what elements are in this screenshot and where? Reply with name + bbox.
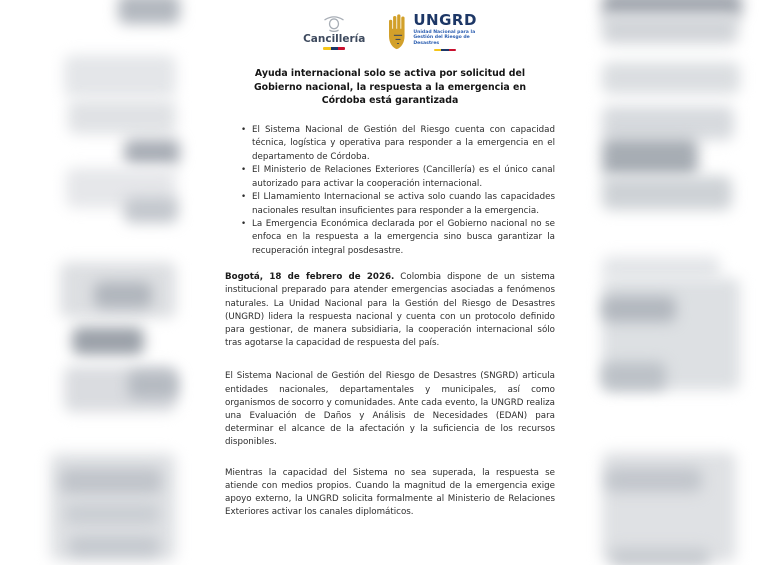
paragraph-response: Mientras la capacidad del Sistema no sea superada, la respuesta se atiende con medios propios. Cuando la magnitud de la emergencia exige apoyo externo, la UNGRD solicita formalmente al Ministerio de Relaciones Exteriores activar los canales diplomáticos. <box>225 467 555 518</box>
blur-blob <box>72 327 144 355</box>
dateline-bold: Bogotá, 18 de febrero de 2026. <box>225 272 395 283</box>
blur-blob <box>602 296 676 322</box>
blur-blob <box>64 503 160 525</box>
colombia-flag-bar <box>323 47 345 50</box>
blur-blob <box>602 14 738 44</box>
list-item: • El Sistema Nacional de Gestión del Riesgo cuenta con capacidad técnica, logística y operativa para responder a la emergencia en el departamento de Córdoba. <box>252 124 555 164</box>
blur-blob <box>68 536 160 556</box>
ungrd-subtitle: Unidad Nacional para la Gestión del Riesgo de Desastres <box>413 29 476 46</box>
blur-blob <box>68 100 176 134</box>
blur-blob <box>60 468 162 494</box>
blur-blob <box>128 371 178 399</box>
golden-hand-icon <box>387 14 409 50</box>
ungrd-logo <box>387 13 477 51</box>
blur-blob <box>610 548 710 565</box>
flag-red <box>338 47 345 50</box>
flag-blue <box>441 49 448 52</box>
list-item: • El Ministerio de Relaciones Exteriores (Cancillería) es el único canal autorizado para activar la cooperación internacional. <box>252 164 555 191</box>
ungrd-acronym: UNGRD <box>413 11 477 29</box>
cancilleria-logo-text: Cancillería <box>303 33 366 46</box>
blur-blob <box>118 0 180 24</box>
flag-yellow <box>323 47 330 50</box>
colombia-flag-bar <box>434 49 456 52</box>
blur-blob <box>94 282 152 308</box>
press-release-document <box>215 0 565 565</box>
blur-blob <box>124 197 178 223</box>
ungrd-logo-text <box>413 13 477 51</box>
cancilleria-logo <box>303 14 365 50</box>
flag-red <box>449 49 456 52</box>
blur-blob <box>602 106 734 140</box>
paragraph-sngrd: El Sistema Nacional de Gestión del Riesgo de Desastres (SNGRD) articula entidades nacionales, departamentales y municipales, así como organismos de socorro y comunidades. Ante cada evento, la UNGRD realiza una Evaluación de Daños y Análisis de Necesidades (EDAN) para determinar el alcance de la afectación y la suficiencia de los recursos disponibles. <box>225 371 555 448</box>
key-points-list <box>225 124 555 258</box>
list-item: • El Llamamiento Internacional se activa solo cuando las capacidades nacionales resultan insuficientes para responder a la emergencia. <box>252 191 555 218</box>
blur-blob <box>124 139 180 165</box>
flag-blue <box>331 47 338 50</box>
flag-yellow <box>434 49 441 52</box>
blur-blob <box>602 138 698 176</box>
coat-of-arms-icon <box>321 14 347 32</box>
paragraph-dateline <box>225 271 555 350</box>
list-item: • La Emergencia Económica declarada por el Gobierno nacional no se enfoca en la respuesta a la emergencia sino busca garantizar la recuperación integral posdesastre. <box>252 218 555 258</box>
blur-blob <box>64 55 176 97</box>
blur-blob <box>602 256 720 280</box>
document-title: Ayuda internacional solo se activa por solicitud del Gobierno nacional, la respuesta a la emergencia en Córdoba está garantizada <box>253 68 527 107</box>
document-header <box>215 13 565 51</box>
blur-blob <box>606 468 702 492</box>
blur-blob <box>602 362 666 390</box>
blur-blob <box>602 62 740 94</box>
blur-blob <box>602 176 732 210</box>
paragraph-text: Colombia dispone de un sistema institucional preparado para atender emergencias asociadas a fenómenos naturales. La Unidad Nacional para la Gestión del Riesgo de Desastres (UNGRD) lidera la respuesta nacional y cuenta con un protocolo definido para gestionar, de manera subsidiaria, la cooperación internacional sólo tras agotarse la capacidad de respuesta del país. <box>225 272 555 349</box>
